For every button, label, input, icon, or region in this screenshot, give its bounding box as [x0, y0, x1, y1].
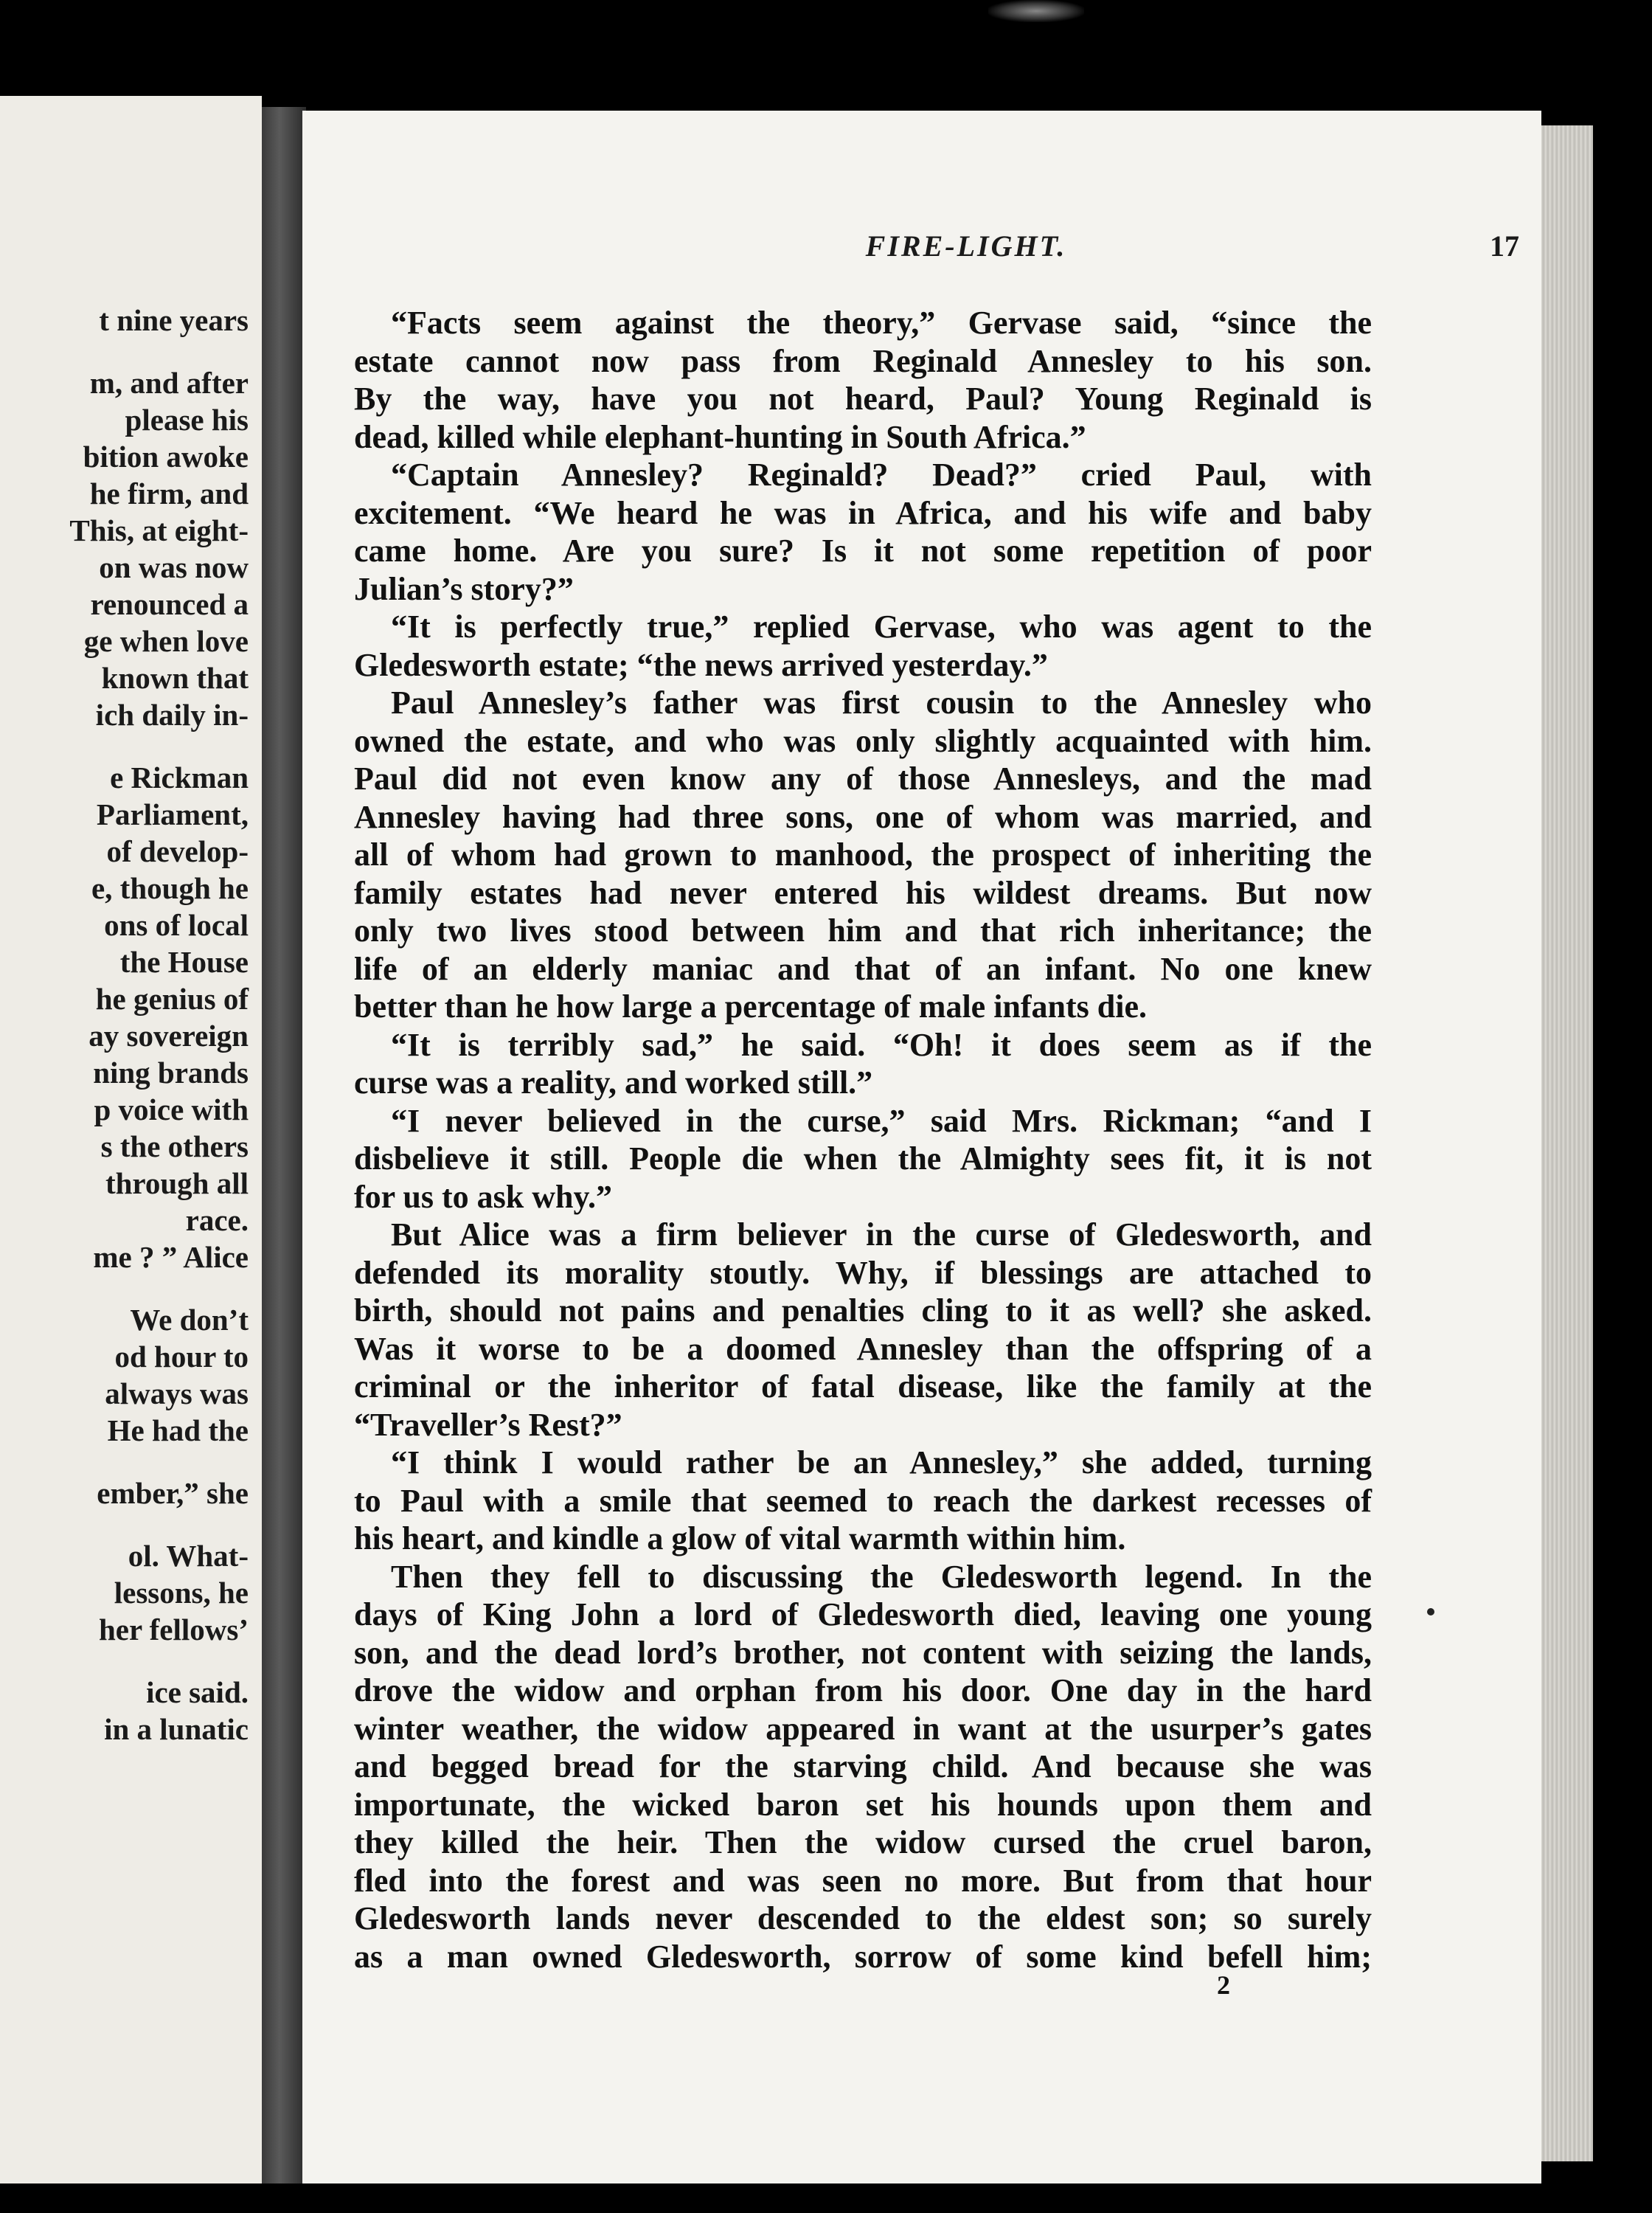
body-line: criminal or the inheritor of fatal disease, like the family at the [354, 1368, 1372, 1405]
left-page-line: bition awoke [83, 440, 249, 474]
body-line: owned the estate, and who was only slightly acquainted with him. [354, 722, 1372, 759]
body-line: birth, should not pains and penalties cling to it as well? she asked. [354, 1292, 1372, 1329]
right-page [302, 111, 1541, 2183]
body-line: drove the widow and orphan from his door. One day in the hard [354, 1672, 1372, 1708]
left-page-line: ember,” she [97, 1476, 249, 1510]
body-line: they killed the heir. Then the widow cursed the cruel baron, [354, 1824, 1372, 1860]
left-page-line: He had the [107, 1413, 249, 1447]
body-line: Then they fell to discussing the Gledesworth legend. In the [391, 1558, 1372, 1595]
left-page-line: he genius of [95, 982, 249, 1016]
body-line: days of King John a lord of Gledesworth died, leaving one young [354, 1596, 1372, 1632]
body-line: only two lives stood between him and that rich inheritance; the [354, 912, 1372, 949]
body-line: estate cannot now pass from Reginald Annesley to his son. [354, 342, 1372, 379]
body-line: all of whom had grown to manhood, the prospect of inheriting the [354, 837, 1372, 873]
left-page-line: e, though he [91, 871, 249, 905]
left-page-line: her fellows’ [98, 1613, 249, 1646]
body-line: family estates had never entered his wildest dreams. But now [354, 874, 1372, 911]
left-page-line: known that [101, 661, 249, 695]
left-page-line: in a lunatic [104, 1712, 249, 1746]
body-line: Paul Annesley’s father was first cousin to the Annesley who [391, 685, 1372, 721]
body-line: came home. Are you sure? Is it not some repetition of poor [354, 533, 1372, 569]
body-line: for us to ask why.” [354, 1178, 613, 1215]
left-page-line: through all [105, 1166, 249, 1200]
body-line: winter weather, the widow appeared in want at the usurper’s gates [354, 1710, 1372, 1747]
running-head: FIRE-LIGHT. [865, 229, 1067, 263]
body-line: excitement. “We heard he was in Africa, and his wife and baby [354, 494, 1372, 531]
body-line: Gledesworth lands never descended to the eldest son; so surely [354, 1900, 1372, 1936]
body-line: as a man owned Gledesworth, sorrow of some kind befell him; [354, 1938, 1372, 1975]
left-page-line: he firm, and [89, 477, 249, 510]
left-page-line: e Rickman [110, 761, 249, 794]
body-line: But Alice was a firm believer in the curse of Gledesworth, and [391, 1216, 1372, 1253]
left-page-line: me ? ” Alice [93, 1240, 249, 1274]
left-page [0, 96, 262, 2183]
left-page-line: Parliament, [96, 797, 249, 831]
left-page-line: m, and after [89, 366, 249, 400]
page-number: 17 [1490, 229, 1519, 263]
scan-speck [1427, 1608, 1434, 1615]
left-page-line: of develop- [106, 834, 249, 868]
left-page-line: p voice with [94, 1092, 249, 1126]
body-line: “I think I would rather be an Annesley,” she added, turning [391, 1444, 1372, 1480]
left-page-line: ge when love [83, 624, 249, 658]
page-edge [1541, 125, 1593, 2161]
left-page-line: ol. What- [128, 1539, 249, 1573]
body-line: disbelieve it still. People die when the Almighty sees fit, it is not [354, 1140, 1372, 1177]
left-page-line: the House [119, 945, 249, 979]
body-line: to Paul with a smile that seemed to reach the darkest recesses of [354, 1482, 1372, 1519]
body-line: By the way, have you not heard, Paul? Young Reginald is [354, 381, 1372, 417]
body-line: dead, killed while elephant-hunting in South Africa.” [354, 418, 1086, 455]
left-page-line: ice said. [146, 1675, 249, 1709]
body-line: Gledesworth estate; “the news arrived yesterday.” [354, 646, 1048, 683]
body-line: “It is terribly sad,” he said. “Oh! it does seem as if the [391, 1026, 1372, 1063]
left-page-line: ons of local [104, 908, 249, 942]
left-page-line: ich daily in- [95, 698, 249, 732]
left-page-line: ay sovereign [88, 1019, 249, 1053]
left-page-line: We don’t [130, 1303, 249, 1337]
body-line: importunate, the wicked baron set his hounds upon them and [354, 1786, 1372, 1823]
body-line: Julian’s story?” [354, 570, 574, 607]
body-line: curse was a reality, and worked still.” [354, 1064, 873, 1101]
body-line: better than he how large a percentage of male infants die. [354, 988, 1148, 1025]
book-gutter [262, 107, 306, 2183]
body-line: “Facts seem against the theory,” Gervase said, “since the [391, 305, 1372, 341]
body-line: Paul did not even know any of those Annesleys, and the mad [354, 761, 1372, 797]
body-line: “I never believed in the curse,” said Mrs. Rickman; “and I [391, 1102, 1372, 1139]
left-page-line: t nine years [99, 303, 249, 337]
scan-smudge [988, 0, 1084, 22]
left-page-line: please his [125, 403, 249, 437]
left-page-line: on was now [99, 550, 249, 584]
body-line: defended its morality stoutly. Why, if blessings are attached to [354, 1254, 1372, 1291]
left-page-line: This, at eight- [69, 513, 249, 547]
left-page-line: ning brands [93, 1056, 249, 1090]
body-line: fled into the forest and was seen no more. But from that hour [354, 1862, 1372, 1899]
body-line: life of an elderly maniac and that of an infant. No one knew [354, 950, 1372, 987]
body-line: Annesley having had three sons, one of whom was married, and [354, 798, 1372, 835]
left-page-line: od hour to [114, 1340, 249, 1374]
body-line: “It is perfectly true,” replied Gervase, who was agent to the [391, 609, 1372, 645]
signature-mark: 2 [1217, 1970, 1230, 2000]
body-line: “Traveller’s Rest?” [354, 1406, 622, 1443]
body-line: his heart, and kindle a glow of vital warmth within him. [354, 1520, 1126, 1556]
left-page-line: renounced a [90, 587, 249, 621]
body-line: Was it worse to be a doomed Annesley than the offspring of a [354, 1330, 1372, 1367]
left-page-line: lessons, he [114, 1576, 249, 1610]
left-page-line: always was [105, 1376, 249, 1410]
left-page-line: race. [185, 1203, 249, 1237]
body-line: and begged bread for the starving child. And because she was [354, 1748, 1372, 1784]
body-line: son, and the dead lord’s brother, not content with seizing the lands, [354, 1634, 1372, 1671]
body-line: “Captain Annesley? Reginald? Dead?” cried Paul, with [391, 457, 1372, 493]
left-page-line: s the others [100, 1129, 249, 1163]
